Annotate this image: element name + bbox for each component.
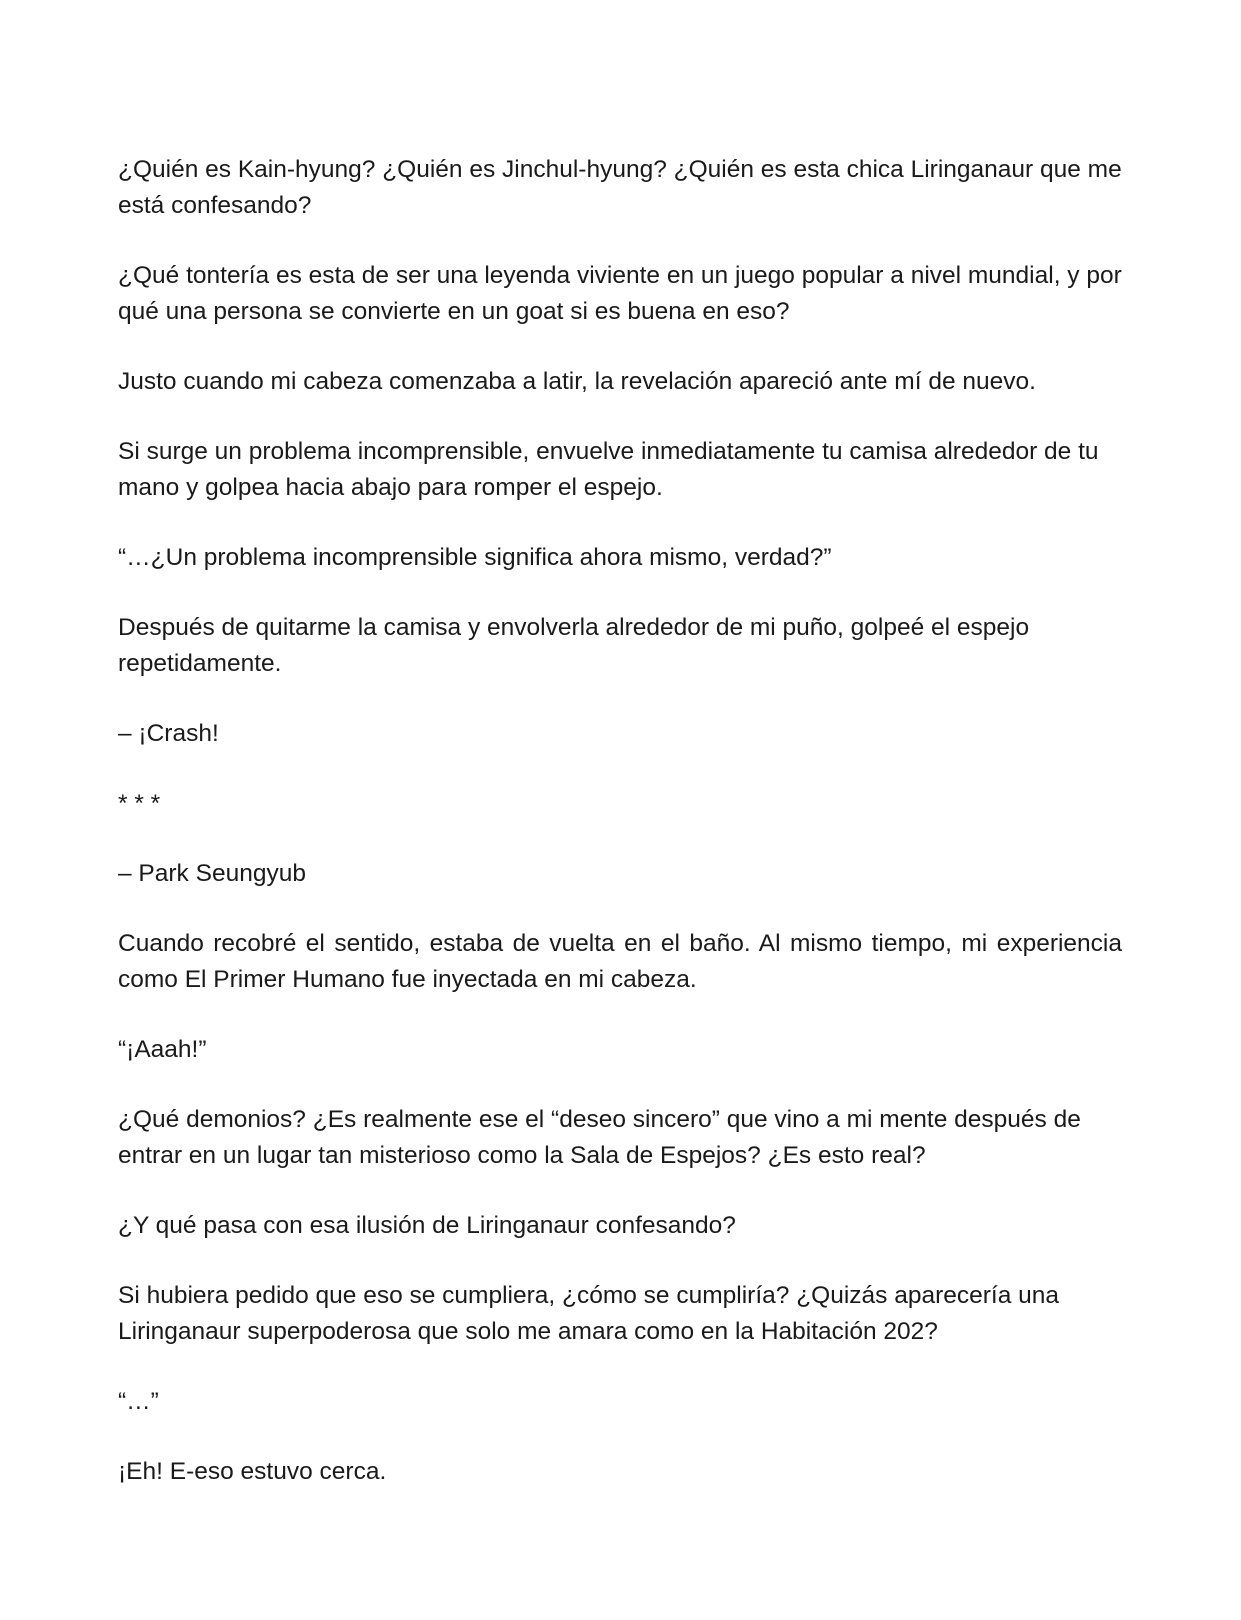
paragraph: Justo cuando mi cabeza comenzaba a latir, la revelación apareció ante mí de nuevo.	[118, 368, 1036, 395]
pov-heading: – Park Seungyub	[118, 860, 306, 887]
paragraph: Si hubiera pedido que eso se cumpliera, ¿cómo se cumpliría? ¿Quizás aparecería una Liringanaur superpoderosa que solo me amara como en la Habitación 202?	[118, 1282, 1060, 1345]
paragraph: ¿Qué demonios? ¿Es realmente ese el “deseo sincero” que vino a mi mente después de entrar en un lugar tan misterioso como la Sala de Espejos? ¿Es esto real?	[118, 1106, 1081, 1169]
sound-effect: – ¡Crash!	[118, 720, 219, 747]
paragraph: Después de quitarme la camisa y envolverla alrededor de mi puño, golpeé el espejo repetidamente.	[118, 614, 1030, 677]
paragraph: Si surge un problema incomprensible, envuelve inmediatamente tu camisa alrededor de tu mano y golpea hacia abajo para romper el espejo.	[118, 438, 1099, 501]
paragraph: ¿Y qué pasa con esa ilusión de Liringanaur confesando?	[118, 1212, 736, 1239]
scene-break: * * *	[118, 790, 161, 817]
paragraph: ¿Qué tontería es esta de ser una leyenda viviente en un juego popular a nivel mundial, y por qué una persona se convierte en un goat si es buena en eso?	[118, 262, 1122, 325]
dialogue-line: “…¿Un problema incomprensible significa ahora mismo, verdad?”	[118, 544, 832, 571]
dialogue-line: “¡Aaah!”	[118, 1036, 207, 1063]
paragraph: ¡Eh! E-eso estuvo cerca.	[118, 1458, 387, 1485]
paragraph: Cuando recobré el sentido, estaba de vuelta en el baño. Al mismo tiempo, mi experiencia como El Primer Humano fue inyectada en mi cabeza.	[118, 930, 1122, 993]
dialogue-line: “…”	[118, 1388, 159, 1415]
paragraph: ¿Quién es Kain-hyung? ¿Quién es Jinchul-hyung? ¿Quién es esta chica Liringanaur que me está confesando?	[118, 156, 1122, 219]
document-body	[118, 152, 1122, 1524]
